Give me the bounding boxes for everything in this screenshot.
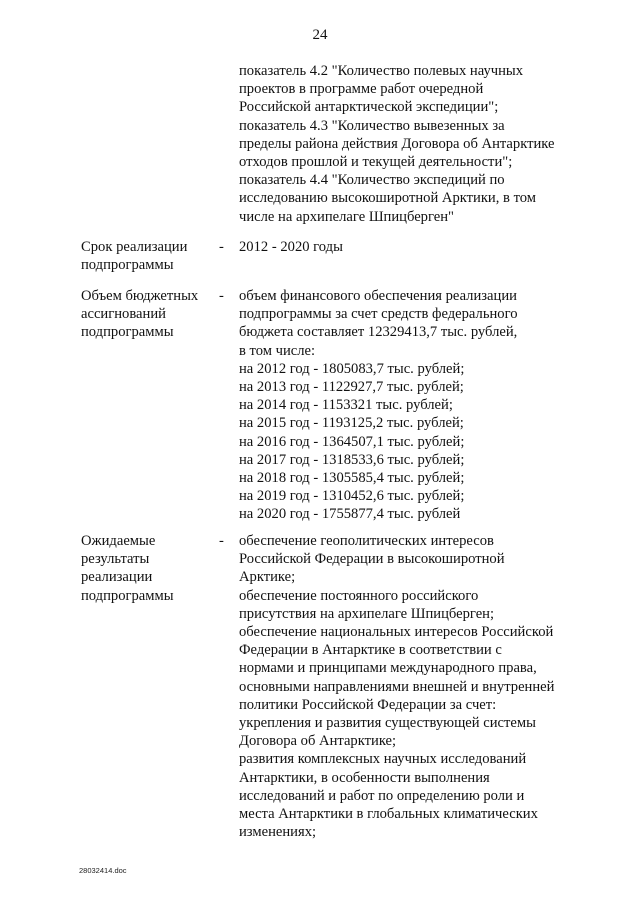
dash-separator: -: [219, 239, 224, 255]
value-line: бюджета составляет 12329413,7 тыс. рублей,: [239, 324, 518, 341]
intro-line: показатель 4.3 "Количество вывезенных за: [239, 117, 505, 134]
intro-line: отходов прошлой и текущей деятельности";: [239, 154, 513, 171]
footer-filename: 28032414.doc: [79, 866, 127, 875]
indicator-list: [239, 62, 619, 226]
value-line: на 2020 год - 1755877,4 тыс. рублей: [239, 506, 461, 523]
dash-separator: -: [219, 288, 224, 304]
value-line: исследований и работ по определению роли и: [239, 787, 525, 804]
value-line: подпрограммы за счет средств федерального: [239, 306, 518, 323]
value-line: основными направлениями внешней и внутренней: [239, 678, 555, 695]
intro-line: пределы района действия Договора об Антарктике: [239, 135, 555, 152]
intro-line: показатель 4.4 "Количество экспедиций по: [239, 172, 505, 189]
value-line: в том числе:: [239, 342, 316, 359]
value-line: на 2014 год - 1153321 тыс. рублей;: [239, 397, 453, 414]
intro-line: Российской антарктической экспедиции";: [239, 99, 499, 116]
label-line: подпрограммы: [81, 324, 174, 341]
label-line: результаты: [81, 551, 150, 568]
label-line: Объем бюджетных: [81, 288, 199, 304]
value-line: обеспечение национальных интересов Российской: [239, 624, 554, 641]
value-line: на 2017 год - 1318533,6 тыс. рублей;: [239, 451, 465, 468]
section-value: [239, 287, 619, 524]
dash-separator: -: [219, 533, 224, 549]
page-number: 24: [312, 27, 328, 43]
value-line: Арктике;: [239, 569, 296, 586]
value-line: объем финансового обеспечения реализации: [239, 288, 517, 304]
label-line: ассигнований: [81, 306, 166, 323]
value-line: 2012 - 2020 годы: [239, 239, 343, 255]
value-line: на 2018 год - 1305585,4 тыс. рублей;: [239, 470, 465, 487]
value-line: на 2012 год - 1805083,7 тыс. рублей;: [239, 360, 465, 377]
label-line: Срок реализации: [81, 239, 188, 255]
label-line: подпрограммы: [81, 257, 174, 274]
section-label: [81, 532, 211, 605]
value-line: на 2016 год - 1364507,1 тыс. рублей;: [239, 433, 465, 450]
value-line: Договора об Антарктике;: [239, 733, 397, 750]
value-line: обеспечение геополитических интересов: [239, 533, 494, 549]
value-line: Антарктики, в особенности выполнения: [239, 769, 490, 786]
value-line: на 2015 год - 1193125,2 тыс. рублей;: [239, 415, 464, 432]
label-line: реализации: [81, 569, 153, 586]
intro-line: числе на архипелаге Шпицберген": [239, 208, 455, 225]
value-line: нормами и принципами международного права,: [239, 660, 537, 677]
value-line: укрепления и развития существующей системы: [239, 715, 536, 732]
value-line: на 2019 год - 1310452,6 тыс. рублей;: [239, 488, 465, 505]
intro-line: показатель 4.2 "Количество полевых научных: [239, 63, 523, 79]
section-label: [81, 287, 211, 342]
value-line: места Антарктики в глобальных климатических: [239, 806, 538, 823]
value-line: Федерации в Антарктике в соответствии с: [239, 642, 502, 659]
value-line: обеспечение постоянного российского: [239, 587, 479, 604]
section-value: [239, 238, 619, 256]
value-line: развития комплексных научных исследований: [239, 751, 527, 768]
value-line: изменениях;: [239, 824, 317, 841]
value-line: Российской Федерации в высокоширотной: [239, 551, 505, 568]
intro-line: исследованию высокоширотной Арктики, в том: [239, 190, 537, 207]
value-line: на 2013 год - 1122927,7 тыс. рублей;: [239, 379, 464, 396]
section-value: [239, 532, 619, 841]
section-label: [81, 238, 211, 274]
label-line: Ожидаемые: [81, 533, 156, 549]
value-line: присутствия на архипелаге Шпицберген;: [239, 605, 495, 622]
value-line: политики Российской Федерации за счет:: [239, 696, 497, 713]
intro-line: проектов в программе работ очередной: [239, 81, 484, 98]
label-line: подпрограммы: [81, 587, 174, 604]
